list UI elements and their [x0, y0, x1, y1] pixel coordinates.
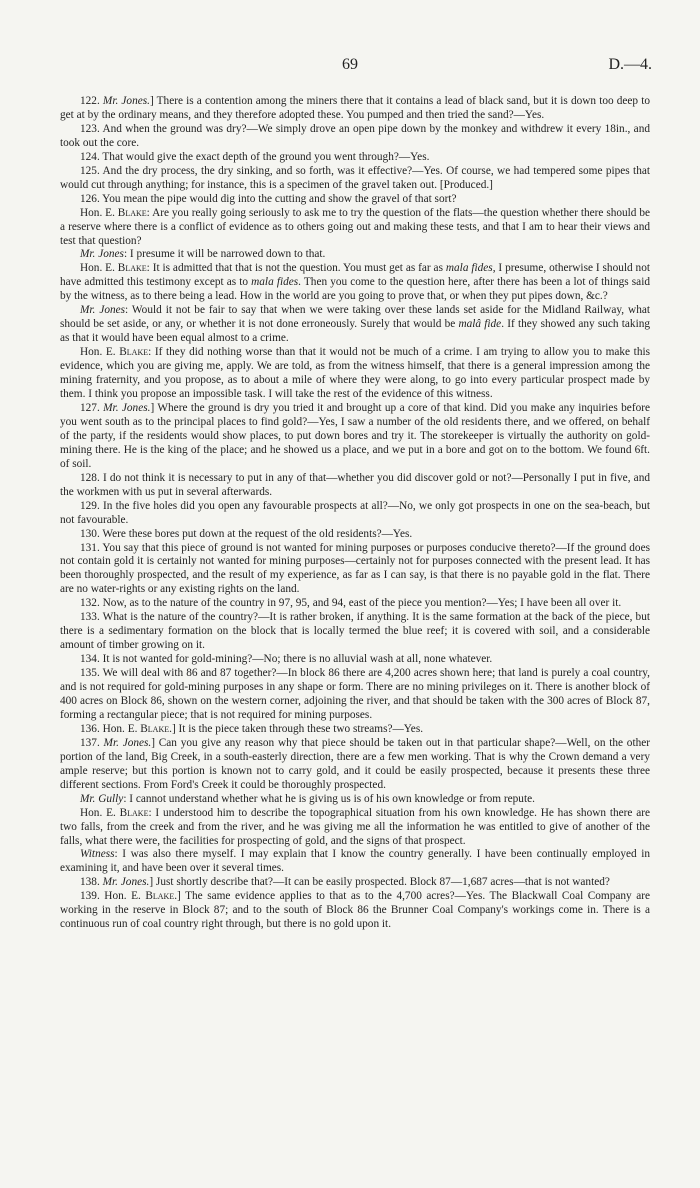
text-run: 124. That would give the exact depth of the ground you went through?—Yes. — [80, 150, 430, 163]
text-run: , I presume, otherwise I should not have admitted this testimony except as to — [60, 262, 650, 289]
text-run: Mr. Jones. — [103, 401, 151, 414]
paragraph — [60, 193, 650, 207]
text-run: Mr. Gully — [80, 792, 124, 805]
paragraph — [60, 723, 650, 737]
page-number: 69 — [342, 56, 358, 73]
paragraph — [60, 542, 650, 598]
paragraph — [60, 597, 650, 611]
text-run: 123. And when the ground was dry?—We simply drove an open pipe down by the monkey and withdrew it every 18in., and took out the core. — [60, 122, 650, 149]
text-run: 126. You mean the pipe would dig into the cutting and show the gravel of that sort? — [80, 192, 457, 205]
text-run: : Would it not be fair to say that when we were taking over these lands set aside for the Midland Railway, what should be set aside, or any, or whether it is not done erroneously. Surely that would be — [60, 304, 650, 331]
paragraph — [60, 807, 650, 849]
text-run: mala fides — [445, 262, 493, 275]
text-run: 135. We will deal with 86 and 87 together?—In block 86 there are 4,200 acres shown here; that land is purely a coal country, and is not required for gold-mining purposes in any shape or form. There are no mining privileges on it. There is another block of 400 acres on Block 86, shown on the western corner, adjoining the river, and that should be taken with the 300 acres of Block 87, forming a rectangular piece; that is not required for mining purposes. — [60, 667, 650, 721]
paragraph — [60, 151, 650, 165]
text-run: 139. Hon. E. — [80, 890, 146, 903]
paragraph — [60, 95, 650, 123]
text-run: ] There is a contention among the miners there that it contains a lead of black sand, but it is down too deep to get at by the ordinary means, and they therefore adopted these. You pumped and then tried the sand?—Yes. — [60, 95, 651, 121]
paragraph — [60, 876, 650, 890]
paragraph — [60, 667, 650, 723]
paragraph — [60, 304, 650, 346]
text-run: 128. I do not think it is necessary to put in any of that—whether you did discover gold or not?—Personally I put in five, and the workmen with us put in several afterwards. — [60, 471, 650, 498]
text-run: 133. What is the nature of the country?—It is rather broken, if anything. It is the same formation at the back of the piece, but there is a sedimentary formation on the block that is locally termed the blue reef; it is covered with soil, and a considerable amount of timber growing on it. — [60, 611, 650, 652]
text-run: : I presume it will be narrowed down to that. — [123, 248, 326, 261]
text-run: 122. — [80, 95, 103, 107]
text-run: 127. — [80, 401, 104, 414]
paragraph — [60, 611, 650, 653]
text-run: 137. — [80, 736, 104, 749]
text-run: ] Where the ground is dry you tried it and brought up a core of that kind. Did you make any inquiries before you went south as to the principal places to find gold?—Yes, I saw a number of the old residents there, and we offered, on behalf of the party, if the residents would show places, to put down bores and try it. The storekeeper is virtually the authority on gold-mining there. He is the king of the place; and he showed us a place, and we put in a bore and got on to the bottom. We found 6ft. of soil. — [60, 401, 651, 470]
text-run: mala fides — [251, 276, 299, 289]
page-header — [0, 56, 700, 80]
text-run: Mr. Jones — [80, 248, 124, 261]
text-run: Blake — [145, 890, 175, 903]
text-run: .] The same evidence applies to that as to the 4,700 acres?—Yes. The Blackwall Coal Company are working in the reserve in Block 87; and to the south of Block 86 the Brunner Coal Company's workings come in. There is a continuous run of coal country right through, but there is no gold upon it. — [60, 890, 650, 931]
text-run: 132. Now, as to the nature of the country in 97, 95, and 94, east of the piece you mention?—Yes; I have been all over it. — [80, 597, 622, 610]
text-run: . If they showed any such taking as that it would have been equal almost to a crime. — [60, 318, 651, 345]
text-run: : I was also there myself. I may explain that I know the country generally. I have been continually employed in examining it, and have been over it several times. — [60, 848, 650, 875]
text-run: Blake — [140, 722, 170, 735]
paragraph — [60, 890, 650, 932]
paragraph — [60, 472, 650, 500]
paragraph — [60, 500, 650, 528]
paragraph — [60, 848, 650, 876]
document-reference: D.—4. — [608, 56, 652, 73]
text-run: Blake — [117, 262, 147, 275]
text-run: : If they did nothing worse than that it would not be much of a crime. I am trying to allow you to make this evidence, which you are giving me, apply. We are told, as from the witness himself, that there is a general impression among the mining fraternity, and you propose, as to about a mile of where they were along, to go into every particular prospect made by them. I think you propose an impossible task. I will take the rest of the evidence of this witness. — [60, 346, 650, 401]
text-run: 136. Hon. E. — [80, 722, 141, 735]
text-run: 138. — [80, 876, 103, 889]
text-run: ] Can you give any reason why that piece should be taken out in that particular shape?—Well, on the other portion of the land, Big Creek, in a south-easterly direction, there are a few men working. That is why the Crown demand a very ample reserve; but this portion is known not to carry gold, and it could be easily prospected, because it presents these three different sections. From Ford's Creek it could be thoroughly prospected. — [60, 736, 651, 791]
text-run: Hon. E. — [80, 262, 118, 275]
text-run: Mr. Jones. — [103, 736, 152, 749]
text-run: malâ fide — [458, 318, 502, 331]
text-run: 131. You say that this piece of ground is not wanted for mining purposes or purposes conducive thereto?—If the ground does not contain gold it is certainly not wanted for mining purposes—certainly not for purposes connected with the present lead. It has been thoroughly prospected, and the result of my experience, as far as I can say, is that there is no payable gold in the flat. There are no water-rights or any existing rights on the land. — [60, 541, 650, 596]
text-run: Witness — [80, 848, 115, 861]
text-run: Hon. E. — [80, 346, 120, 359]
paragraph — [60, 262, 650, 304]
text-run: ] Just shortly describe that?—It can be easily prospected. Block 87—1,687 acres—that is not wanted? — [149, 876, 610, 889]
text-run: Hon. E. — [80, 806, 120, 819]
paragraph — [60, 165, 650, 193]
text-run: Mr. Jones — [80, 304, 126, 317]
text-run: . Then you come to the question here, after there has been a lot of things said by the witness, as to there being a lead. How in the world are you going to prove that, or when they put pipes down, &c.? — [60, 276, 650, 303]
paragraph — [60, 737, 650, 793]
paragraph — [60, 346, 650, 402]
paragraph — [60, 402, 650, 472]
text-run: : I understood him to describe the topographical situation from his own knowledge. He has shown there are two falls, from the creek and from the river, and he was giving me all the information he was entitled to give of another of the falls, what there were, the facilities for prospecting of gold, and the signs of that prospect. — [60, 806, 650, 847]
body-text — [60, 95, 650, 932]
paragraph — [60, 653, 650, 667]
text-run: 130. Were these bores put down at the request of the old residents?—Yes. — [80, 527, 413, 540]
paragraph — [60, 793, 650, 807]
paragraph — [60, 207, 650, 249]
text-run: Blake — [119, 346, 149, 359]
text-run: : I cannot understand whether what he is giving us is of his own knowledge or from repute. — [123, 792, 535, 805]
text-run: 129. In the five holes did you open any favourable prospects at all?—No, we only got prospects in one on the sea-beach, but not favourable. — [60, 499, 650, 526]
text-run: : It is admitted that that is not the question. You must get as far as — [146, 262, 446, 275]
text-run: : Are you really going seriously to ask me to try the question of the flats—the question whether there should be a reserve where there is a conflict of evidence as to others going out and making these tests, and that I am to hear their views and test that question? — [60, 206, 650, 247]
text-run: Mr. Jones. — [102, 95, 150, 107]
text-run: .] It is the piece taken through these two streams?—Yes. — [169, 722, 424, 735]
text-run: Hon. E. — [80, 206, 118, 219]
text-run: Blake — [119, 806, 149, 819]
text-run: 125. And the dry process, the dry sinking, and so forth, was it effective?—Yes. Of course, we had tempered some pipes that would cut through anything; for instance, this is a specimen of the gravel taken out. [Produced.] — [60, 164, 650, 191]
paragraph — [60, 123, 650, 151]
paragraph — [60, 248, 650, 262]
paragraph — [60, 528, 650, 542]
text-run: Blake — [117, 206, 147, 219]
text-run: 134. It is not wanted for gold-mining?—No; there is no alluvial wash at all, none whatever. — [80, 653, 493, 666]
text-run: Mr. Jones. — [102, 876, 150, 889]
